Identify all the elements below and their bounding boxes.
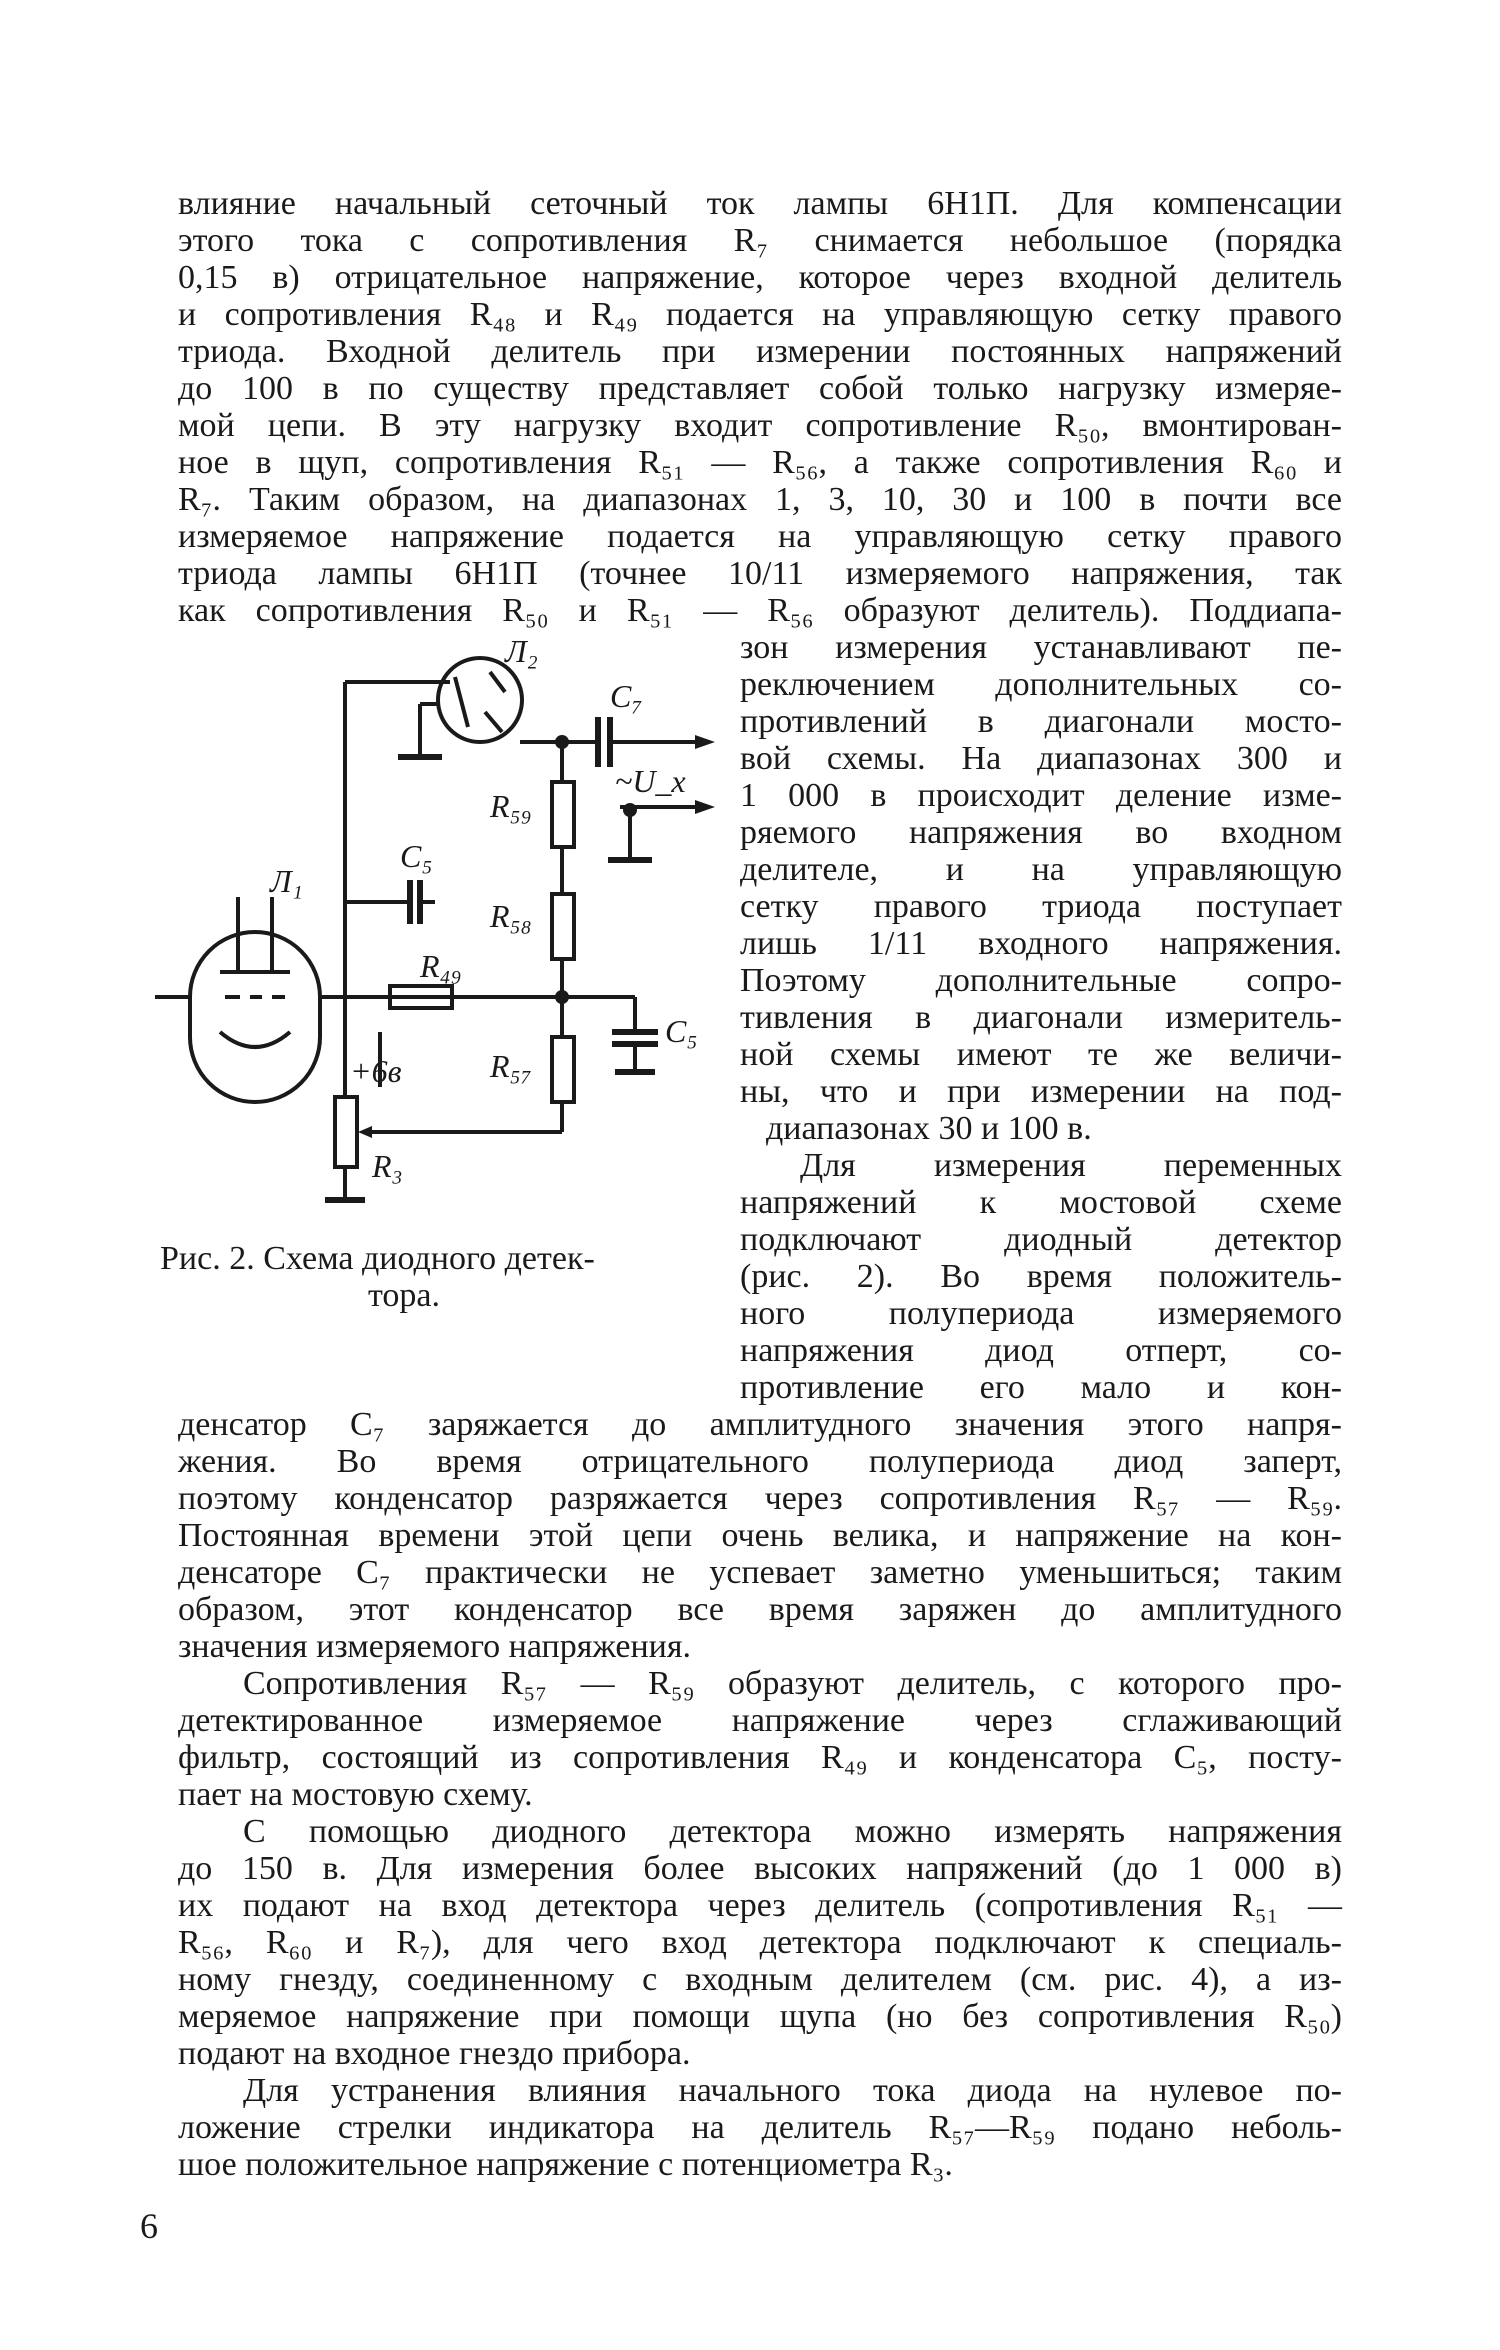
text-line: этого тока с сопротивления R₇ снимается небольшое (порядка [178,222,1342,259]
text-line: фильтр, состоящий из сопротивления R₄₉ и конденсатора C₅, посту- [178,1739,1342,1776]
text-line: ному гнезду, соединенному с входным делителем (см. рис. 4), а из- [178,1961,1342,1998]
label-c5-top: C₅ [400,838,433,874]
figure-caption-cont: тора. [368,1277,441,1314]
text-line: Поэтому дополнительные сопро- [740,962,1342,999]
label-ux: ~U_x [615,763,686,799]
text-line: сетку правого триода поступает [740,888,1342,925]
text-line: подключают диодный детектор [740,1221,1342,1258]
label-r3: R₃ [372,1148,403,1184]
text-line: R₇. Таким образом, на диапазонах 1, 3, 10, 30 и 100 в почти все [178,481,1342,518]
text-line: образом, этот конденсатор все время заряжен до амплитудного [178,1591,1342,1628]
text-line: Постоянная времени этой цепи очень велика, и напряжение на кон- [178,1517,1342,1554]
text-line: 1 000 в происходит деление изме- [740,777,1342,814]
text-line: ной схемы имеют те же величи- [740,1036,1342,1073]
text-line: до 150 в. Для измерения более высоких напряжений (до 1 000 в) [178,1850,1342,1887]
text-line: ны, что и при измерении на под- [740,1073,1342,1110]
diode-detector-circuit [150,632,720,1242]
text-line: (рис. 2). Во время положитель- [740,1258,1342,1295]
label-c7: C₇ [610,678,643,714]
text-line: вой схемы. На диапазонах 300 и [740,740,1342,777]
text-line: измеряемое напряжение подается на управляющую сетку правого [178,518,1342,555]
text-line: жения. Во время отрицательного полупериода диод заперт, [178,1443,1342,1480]
text-line: противлений в диагонали мосто- [740,703,1342,740]
text-line: детектированное измеряемое напряжение через сглаживающий [178,1702,1342,1739]
text-line: триода. Входной делитель при измерении постоянных напряжений [178,333,1342,370]
text-line: делителе, и на управляющую [740,851,1342,888]
tube-l1-symbol [155,897,320,1102]
text-line: как сопротивления R₅₀ и R₅₁ — R₅₆ образуют делитель). Поддиапа- [178,592,1342,629]
text-line: до 100 в по существу представляет собой только нагрузку измеряе- [178,370,1342,407]
tube-l2-symbol [438,658,522,742]
text-line: напряжения диод отперт, со- [740,1332,1342,1369]
label-c5-right: C₅ [665,1013,698,1049]
label-l2: Л₂ [505,633,538,669]
text-line: ное в щуп, сопротивления R₅₁ — R₅₆, а также сопротивления R₆₀ и [178,444,1342,481]
label-r59: R₅₉ [490,788,532,824]
resistor-r59 [552,782,574,847]
text-line: поэтому конденсатор разряжается через сопротивления R₅₇ — R₅₉. [178,1480,1342,1517]
text-line: диапазонах 30 и 100 в. [766,1110,1092,1147]
text-line: Сопротивления R₅₇ — R₅₉ образуют делитель, с которого про- [243,1665,1342,1702]
text-line: меряемое напряжение при помощи щупа (но без сопротивления R₅₀) [178,1998,1342,2035]
label-r49: R₄₉ [420,948,462,984]
text-line: R₅₆, R₆₀ и R₇), для чего вход детектора подключают к специаль- [178,1924,1342,1961]
text-line: зон измерения устанавливают пе- [740,629,1342,666]
text-line: 0,15 в) отрицательное напряжение, которое через входной делитель [178,259,1342,296]
text-line: подают на входное гнездо прибора. [178,2035,691,2072]
label-r58: R₅₈ [490,898,532,934]
text-line: напряжений к мостовой схеме [740,1184,1342,1221]
text-line: ряемого напряжения во входном [740,814,1342,851]
text-line: Для измерения переменных [800,1147,1342,1184]
label-plus-6v: +6в [350,1053,402,1089]
text-line: противление его мало и кон- [740,1369,1342,1406]
text-line: С помощью диодного детектора можно измерять напряжения [243,1813,1342,1850]
text-line: ного полупериода измеряемого [740,1295,1342,1332]
text-line: реключением дополнительных со- [740,666,1342,703]
text-line: тивления в диагонали измеритель- [740,999,1342,1036]
text-line: лишь 1/11 входного напряжения. [740,925,1342,962]
page-number: 6 [140,2206,158,2246]
potentiometer-r3 [335,1097,357,1167]
text-line: шое положительное напряжение с потенциометра R₃. [178,2146,953,2183]
text-line: денсатор C₇ заряжается до амплитудного значения этого напря- [178,1406,1342,1443]
text-line: их подают на вход детектора через делитель (сопротивления R₅₁ — [178,1887,1342,1924]
text-line: мой цепи. В эту нагрузку входит сопротивление R₅₀, вмонтирован- [178,407,1342,444]
text-line: Для устранения влияния начального тока диода на нулевое по- [243,2072,1342,2109]
text-line: значения измеряемого напряжения. [178,1628,692,1665]
text-line: и сопротивления R₄₈ и R₄₉ подается на управляющую сетку правого [178,296,1342,333]
text-line: пает на мостовую схему. [178,1776,533,1813]
text-line: денсаторе C₇ практически не успевает заметно уменьшиться; таким [178,1554,1342,1591]
text-line: ложение стрелки индикатора на делитель R₅₇—R₅₉ подано неболь- [178,2109,1342,2146]
figure-caption: Рис. 2. Схема диодного детек- [160,1240,595,1277]
resistor-r58 [552,894,574,959]
label-r57: R₅₇ [490,1048,532,1084]
text-line: влияние начальный сеточный ток лампы 6Н1П. Для компенсации [178,185,1342,222]
text-line: триода лампы 6Н1П (точнее 10/11 измеряемого напряжения, так [178,555,1342,592]
resistor-r57 [552,1037,574,1102]
label-l1: Л₁ [270,863,303,899]
